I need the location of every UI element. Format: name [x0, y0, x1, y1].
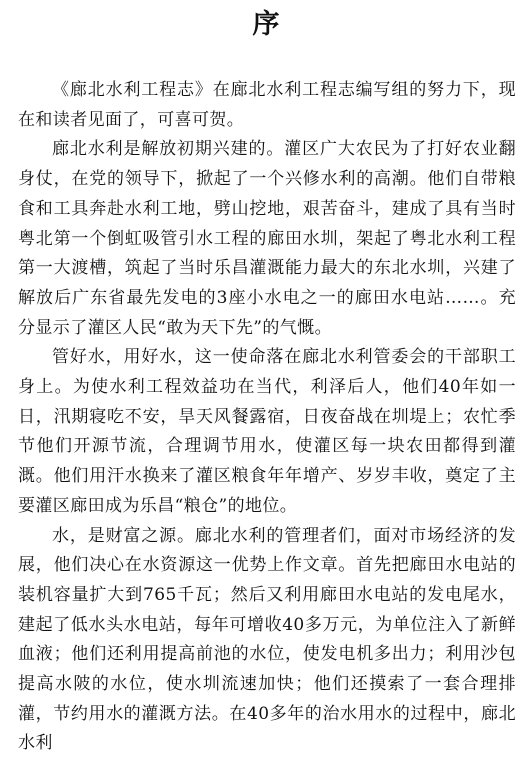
paragraph-3: 管好水，用好水，这一使命落在廊北水利管委会的干部职工身上。为使水利工程效益功在当代，利泽后人，他们40年如一日，汛期寝吃不安，旱天风餐露宿，日夜奋战在圳堤上；农忙季节他们开源节流，合理调节用水，使灌区每一块农田都得到灌溉。他们用汗水换来了灌区粮食年年增产、岁岁丰收，奠定了主要灌区廊田成为乐昌“粮仓”的地位。 — [18, 347, 516, 516]
paragraph-1: 《廊北水利工程志》在廊北水利工程志编写组的努力下，现在和读者见面了，可喜可贺。 — [18, 80, 516, 130]
page-title: 序 — [252, 9, 282, 40]
paragraph-4: 水，是财富之源。廊北水利的管理者们，面对市场经济的发展，他们决心在水资源这一优势上作文章。首先把廊田水电站的装机容量扩大到765千瓦；然后又利用廊田水电站的发电尾水，建起了低水头水电站，每年可增收40多万元，为单位注入了新鲜血液；他们还利用提高前池的水位，使发电机多出力；利用沙包提高水陂的水位，使水圳流速加快；他们还摸索了一套合理排灌，节约用水的灌溉方法。在40多年的治水用水的过程中，廊北水利 — [18, 525, 516, 754]
paragraph-2: 廊北水利是解放初期兴建的。灌区广大农民为了打好农业翻身仗，在党的领导下，掀起了一个兴修水利的高潮。他们自带粮食和工具奔赴水利工地，劈山挖地，艰苦奋斗，建成了具有当时粤北第一个倒虹吸管引水工程的廊田水圳，架起了粤北水利工程第一大渡槽，筑起了当时乐昌灌溉能力最大的东北水圳，兴建了解放后广东省最先发电的3座小水电之一的廊田水电站……。充分显示了灌区人民“敢为天下先”的气慨。 — [18, 139, 516, 338]
body-text — [18, 76, 516, 759]
